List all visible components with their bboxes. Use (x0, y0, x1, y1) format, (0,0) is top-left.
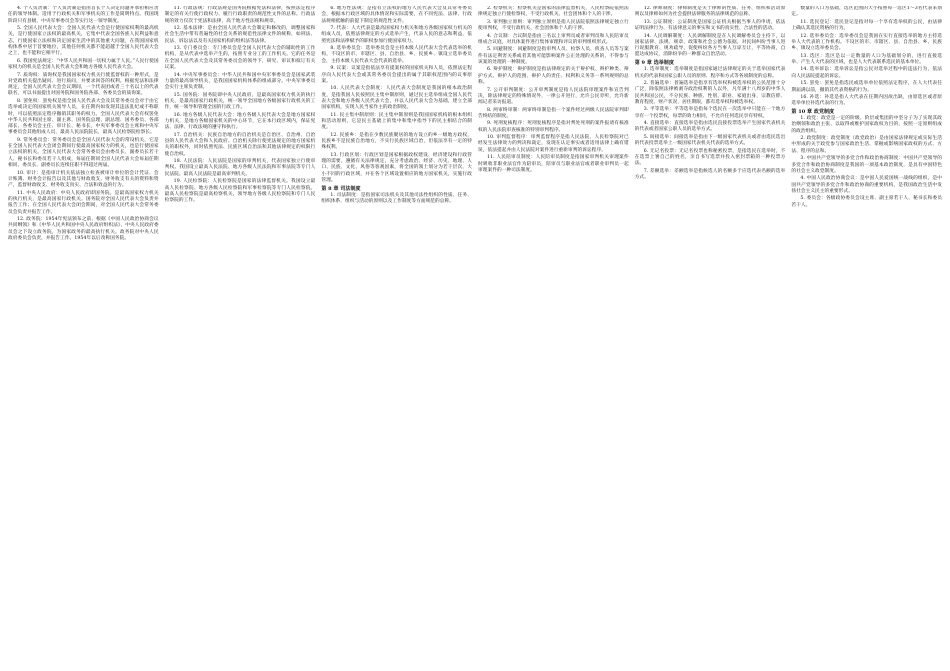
paragraph: 14. 人民调解制度：人民调解制度是在人民调解委员会主持下，以国家法律、法规、规章、政策和社会公德为依据，对民间纠纷当事人进行说服教育、规劝疏导，促使纠纷各方当事人互谅互让，平等协商，自愿达成协议，消除纷争的一种群众自治活动。 (634, 33, 786, 58)
paragraph: 3. 平等选举：平等选举是指每个选民在一次选举中只能在一个地方享有一个投票权，每票的效力相同，不允许任何选民享有特权。 (634, 107, 786, 119)
paragraph: 1. 政党：政党是一定的阶级、阶层或集团的中坚分子为了实现其政治纲领和政治主张、以取得或维护国家政权为目的，按照一定原则组成的政治组织。 (791, 116, 943, 134)
paragraph: 16. 地方各级人民代表大会：地方各级人民代表大会是地方国家权力机关，是地方各级国家机关的中心环节，它在本行政区域内，保证宪法、法律、行政法规的遵守和执行。 (164, 112, 316, 131)
paragraph: 4. 中国人民政治协商会议：是中国人民爱国统一战线的组织，是中国共产党领导的多党合作和政治协商的重要机构，是我国政治生活中发扬社会主义民主的重要形式。 (791, 176, 943, 194)
section-heading: 第 8 章 司法制度 (321, 185, 361, 192)
paragraph: 12. 民族乡：是指在少数民族聚居的地方设立的乡一级地方政权，民族乡不是民族自治地方，不实行民族区域自治，但依法享有一定的特殊权利。 (321, 132, 473, 151)
paragraph: 3. 审判独立原则：审判独立原则是指人民法院依照法律规定独立行使审判权，不受行政机关、社会团体和个人的干涉。 (478, 19, 629, 32)
paragraph: 6. 辩护制度：辩护制度是指法律规定的关于辩护权、辩护种类、辩护方式、辩护人的范围、辩护人的责任、权利和义务等一系列规则的总称。 (478, 67, 629, 86)
paragraph: 10. 人民代表大会制度：人民代表大会制度是我国的根本政治制度，是指我国人民按照民主集中制原则，通过民主选举组成全国人民代表大会和地方各级人民代表大会，并以人民代表大会为基础，建立全部国家机构，实现人民当家作主的政治制度。 (321, 86, 473, 111)
paragraph: 5. 全国人民代表大会：全国人民代表大会是行使国家权利的最高机关，是行使国家立法权的最高机关，它集中代表全国各族人民利益和意志，行使国家立法权和决定国家生活中的其他重大问题，在我国国家机构体系中居于首要地位，其他任何机关都不能超越于全国人民代表大会之上，也不能和它相平行。 (8, 26, 159, 57)
paragraph: 7. 公开审判制度：公开审判制度是指人民法院审理案件和宣告判决，除法律规定的特殊情况外，一律公开进行，允许公民旁听，允许新闻记者采访报道。 (478, 87, 629, 106)
text-column-3 (321, 6, 472, 665)
paragraph: 2. 政党制度：政党制度（政党政治）是由国家法律规定或实际生活中形成的关于政党参与国家政治生活、掌握或影响国家政权的方式、方法、程序的总和。 (791, 136, 943, 154)
section-heading: 第 10 章 政党制度 (791, 108, 835, 115)
section-heading: 第 9 章 选举制度 (634, 59, 674, 66)
paragraph: 4. 合议制：合议制是指由三名以上审判员或者审判员和人民陪审员组成合议庭，对具体案件进行集体审理和评议的审判组织形式。 (478, 33, 629, 45)
paragraph: 14. 中央军事委员会：中华人民共和国中央军事委员会是国家武装力量的最高领导机关，是我国国家机构体系的组成部分。中央军事委员会实行主席负责制。 (164, 72, 316, 91)
paragraph: 11. 选民登记：选民登记是指对每一个享有选举权的公民，由法律上确认其选民资格的行为。 (791, 19, 943, 32)
paragraph: 10. 审判监督程序：审判监督程序是指人民法院、人民检察院对已经发生法律效力的判决和裁定，发现在认定事实或者适用法律上确有错误，依法提起并由人民法院对案件进行重新审判的诉讼程序。 (478, 135, 629, 153)
paragraph: 6. 地方性法规：是指有立法权的地方人民代表大会及其常务委员会，根据本行政区域的具体情况和实际需要，在不同宪法、法律、行政法规相抵触的前提下制定的规范性文件。 (321, 6, 473, 24)
paragraph: 14. 选举诉讼：选举诉讼是指公民对选举过程中的违法行为，依法向人民法院提起的诉讼。 (791, 67, 943, 79)
text-column-1 (8, 6, 159, 665)
paragraph: 1. 司法制度：是指国家司法机关及其他司法性组织的性质、任务、组织体系、组织与活动的原则以及工作制度等方面规范的总称。 (321, 192, 473, 205)
paragraph: 13. 专门委员会：专门委员会是全国人民代表大会的辅助性的工作机构，是从代表中选举产生的，按照专业分工的工作机关。它的任务是在全国人民代表大会及其常务委员会的领导下，研究、审议和拟订有关议案。 (164, 46, 316, 71)
paragraph: 7. 质询权：质询权是我国国家权力机关行使监督权的一种形式，是对党政机关提出疑问、进行质问，并要求回答的权利。根据宪法和法律规定，全国人民代表大会会议期间，一个代表团或者三十名以上的代表联名，可以书面提出对国务院和国务院各部、各委员会的质询案。 (8, 72, 159, 97)
text-column-2 (165, 6, 316, 665)
text-column-5 (635, 6, 786, 665)
paragraph: 1. 选举制度：选举制度是指国家通过法律规定的关于选举国家代表机关的代表和国家公职人员的原则、程序和方式等各项制度的总称。 (634, 67, 786, 79)
paragraph: 4. 个人负责制：个人负责制是指由首长个人决定问题并承担相应责任的领导体制。适用于行政机关和军事机关的工作是简明特点。我国现阶段只有县级、中央军事委员会等实行这一领导制度。 (8, 6, 159, 24)
text-column-6 (791, 6, 942, 665)
paragraph: 13. 公证制度：公证制度是国家公证机关根据当事人的申请，依法证明法律行为、有法律意义的事实和文书的真实性、合法性的活动。 (634, 19, 786, 32)
paragraph: 9. 常务委员会：常务委员会是全国人民代表大会的常设机关，它是在全国人民代表大会闭会期间行使最高国家权力的机关，也是行使国家立法权的机关。全国人民代表大会常务委员会由委员长、副委员长若干人、秘书长和委员若干人组成，每届任期同全国人民代表大会每届任期相同，委员长、副委员长连续任职不得超过两届。 (8, 137, 159, 169)
paragraph: 10. 审计：是指审计机关依法独立检查被审计单位的会计凭证、会计账簿、财务会计报告以及其他与财政收支、财务收支有关的资料和资产，监督财政收支、财务收支真实、合法和效益的行为。 (8, 170, 159, 189)
paragraph: 4. 直接选举：直接选举是指由选民直接投票选举产生国家代表机关的代表或者国家公职人员的选举方式。 (634, 121, 786, 133)
paragraph: 12. 政务院：1954年宪法颁布之前，根据《中国人民政治协商会议共同纲领》和《中华人民共和国中央人民政府组织法》，中央人民政府委员会之下设立政务院，为国家政务的最高执行机关。政务院对中央人民政府委员会负责，并报告工作。1954年以后改称国务院。 (8, 217, 159, 241)
text-column-4 (478, 6, 629, 665)
paragraph: 17. 自治机关：民族自治地方的自治机关是自治区、自治州、自治县的人民代表大会和人民政府。自治机关除行使宪法规定的地方国家机关的职权外，同时依照宪法、民族区域自治法和其他法律规定的权限行使自治权。 (164, 132, 316, 157)
paragraph: 6. 我国宪法规定：“中华人民共和国一切权力属于人民。”人民行使国家权力的机关是全国人民代表大会和地方各级人民代表大会。 (8, 58, 159, 71)
paragraph: 11. 行政法规：行政法规是国务院根据宪法和法律，按照法定程序制定的有关行使行政权力、履行行政职责的规范性文件的总称。行政法规的效力仅次于宪法和法律，高于地方性法规和规章。 (164, 6, 316, 24)
paragraph: 15. 国务院：国务院即中央人民政府，是最高国家权力机关的执行机关，是最高国家行政机关，统一领导全国地方各级国家行政机关的工作，统一领导和管理全国的行政工作。 (164, 92, 316, 111)
paragraph: 19. 人民检察院：人民检察院是国家的法律监督机关。我国设立最高人民检察院、地方各级人民检察院和军事检察院等专门人民检察院。最高人民检察院是最高检察机关，领导地方各级人民检察院和专门人民检察院的工作。 (164, 179, 316, 204)
paragraph: 7. 代表：人大代表是最高国家权力机关和地方各级国家权力机关的组成人员，依照法律规定的方式选举产生，代表人民的意志和利益，依照宪法和法律赋予的职权参加行使国家权力。 (321, 26, 473, 44)
paragraph: 12. 选举委员会：选举委员会是我国在实行直接选举的地方主持选举人大代表的工作机构。不设区的市、市辖区、县、自治县、乡、民族乡、镇设立选举委员会。 (791, 33, 943, 52)
paragraph: 6. 无记名投票：无记名投票也称秘密投票，是指选民在选举时，不在选票上署自己的姓名，亲自书写选票并投入密封票箱的一种投票方法。 (634, 148, 786, 167)
paragraph: 8. 罢免权：罢免权是指全国人民代表大会及其常务委员会对于由它选举或决定的国家机关领导人员，在任期内如发现其违法乱纪或不称职时，可以依照法定程序撤销其职务的权力。全国人民代表大会有权罢免中华人民共和国主席、副主席，国务院总理、副总理、国务委员、各部部长、各委员会主任、审计长、秘书长，中央军事委员会主席和中央军事委员会其他组成人员，最高人民法院院长，最高人民检察院检察长。 (8, 98, 159, 136)
paragraph: 8. 两审终审制：两审终审制是指一个案件经过两级人民法院审判即告终结的制度。 (478, 107, 629, 119)
paragraph: 16. 补选：补选是指人大代表在任期内因故出缺，由原选区或者原选举单位补选代表的行为。 (791, 94, 943, 107)
paragraph: 数量的人口为基础，选区范围的大小按照每一选区1～3名代表来划定。 (791, 6, 943, 18)
paragraph: 8. 选举委员会：选举委员会是主持本级人民代表大会代表选举的机构，不设区的市、市辖区、县、自治县、乡、民族乡、镇设立选举委员会，主持本级人民代表大会代表的选举。 (321, 46, 473, 64)
paragraph: 11. 人民陪审员制度：人民陪审员制度是指国家审判机关审理案件时吸收非职业法官作为陪审员，陪审员与职业法官或者职业审判员一起审理案件的一种司法制度。 (478, 155, 629, 173)
paragraph: 2. 普遍选举：普遍选举是指享有选举权和被选举权的公民范围十分广泛，除依照法律被剥夺政治权利的人以外，凡年满十八周岁的中华人民共和国公民，不分民族、种族、性别、职业、家庭出身、宗教信仰、教育程度、财产状况、居住期限，都有选举权和被选举权。 (634, 81, 786, 105)
paragraph: 11. 民主集中制原则：民主集中制原则是我国国家机构的根本组织和活动原则，它是民主基础上的集中和集中指导下的民主相结合的制度。 (321, 112, 473, 131)
paragraph: 2. 检察机关：检察机关是国家的法律监督机关，人民检察院依照法律规定独立行使检察权，不受行政机关、社会团体和个人的干涉。 (478, 6, 629, 18)
paragraph: 5. 间接选举：间接选举是指由下一级国家代表机关或者由选民选出的代表投票选举上一级国家代表机关代表的选举方式。 (634, 134, 786, 147)
paragraph: 12. 基本法律：是由全国人民代表大会制定和修改的，调整国家和社会生活中带有普遍性的社会关系的规范性法律文件的统称，如刑法、民法、诉讼法以及有关国家机构的组织法等法律。 (164, 26, 316, 44)
paragraph: 13. 行政区划：行政区划是国家根据政权建设、经济建设和行政管理的需要，遵循有关法律规定，充分考虑政治、经济、历史、地理、人口、民族、文化、风俗等客观因素，将全国的领土划分为若干层次、大小不同的行政区域，并在各个区域设置相应的地方国家机关，实施行政管理。 (321, 152, 473, 184)
paragraph: 3. 中国共产党领导的多党合作和政治协商制度：中国共产党领导的多党合作和政治协商制度是我国的一项基本政治制度，是具有中国特色的社会主义政党制度。 (791, 156, 943, 174)
paragraph: 15. 罢免：罢免是指选民或选举单位依照法定程序，在人大代表任期届满以前，撤销其代表资格的行为。 (791, 81, 943, 93)
paragraph: 18. 人民法院：人民法院是国家的审判机关，代表国家独立行使审判权。我国设立最高人民法院、地方各级人民法院和军事法院等专门人民法院。最高人民法院是最高审判机关。 (164, 159, 316, 177)
paragraph: 5. 回避制度：回避制度是指审判人员、检察人员、侦查人员等与案件有法定利害关系或者其他可能影响案件公正处理的关系的，不得参与该案的处理的一种制度。 (478, 47, 629, 65)
paragraph: 9. 议案：议案是指依法享有提案权的国家机关和人员，依照法定程序向人民代表大会或其常务委员会提出的属于其职权范围内的议事原案。 (321, 66, 473, 84)
paragraph: 13. 选区：选区是以一定数量的人口为基础划分的，进行直接选举、产生人大代表的区域，也是人大代表联系选民的基本单位。 (791, 53, 943, 65)
paragraph: 12. 律师制度：律师制度是关于律师的性质、任务、组织和活动原则以及律师如何为社会提供法律服务的法律规范的总称。 (634, 6, 786, 18)
paragraph: 9. 死刑复核程序：死刑复核程序是指对判处死刑的案件报请有核准权的人民法院审查核准的特别审判程序。 (478, 121, 629, 133)
paragraph: 11. 中央人民政府：中央人民政府即国务院，是最高国家权力机关的执行机关，是最高国家行政机关。国务院对全国人民代表大会负责并报告工作；在全国人民代表大会闭会期间，对全国人民代表大会常务委员会负责并报告工作。 (8, 190, 159, 215)
paragraph: 5. 委员会：各级政协委员会设主席、副主席若干人、秘书长和委员若干人。 (791, 196, 943, 208)
paragraph: 7. 差额选举：差额选举是指候选人的名额多于应选代表名额的选举方式。 (634, 168, 786, 181)
